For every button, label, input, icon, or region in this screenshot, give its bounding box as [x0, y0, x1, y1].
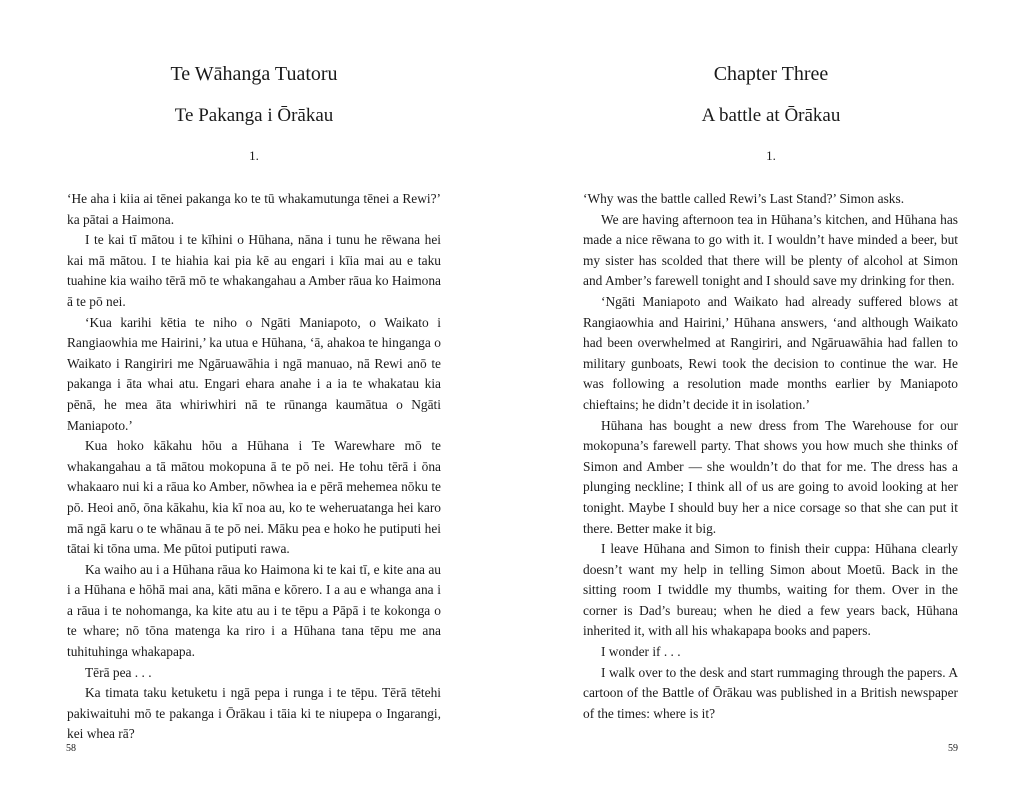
paragraph: I te kai tī mātou i te kīhini o Hūhana, nāna i tunu he rēwana hei kai mā mātou. I te hiahia kai pia kē au engari i kīia mai au e taku tuahine kia waiho tērā mō te whakangahau a Amber rāua ko Haimona ā te pō nei.: [67, 232, 441, 309]
paragraph: Tērā pea . . .: [85, 664, 152, 680]
section-title: A battle at Ōrākau: [701, 105, 841, 126]
section-number: 1.: [249, 148, 259, 163]
paragraph: Kua hoko kākahu hōu a Hūhana i Te Warewhare mō te whakangahau a tā mātou mokopuna ā te pō nei. He tohu tērā i ōna whakaaro nui ki a rāua ko Amber, nōwhea ia e pērā mehemea nōku te pō. Heoi anō, ōna kākahu, kia kī noa au, ko te weheruatanga hei karo mā ngā karu o te whānau ā te pō nei. Māku pea e hoko he putiputi hei tātai ki tōna uma. Me pūtoi putiputi rawa.: [67, 438, 441, 557]
paragraph: We are having afternoon tea in Hūhana’s kitchen, and Hūhana has made a nice rēwana to go with it. I wouldn’t have minded a beer, but my sister has scolded that there will be plenty of alcohol at Simon and Amber’s farewell tonight and I should save my drinking for then.: [583, 211, 958, 289]
paragraph: I walk over to the desk and start rummaging through the papers. A cartoon of the Battle of Ōrākau was published in a British newspaper of the times: where is it?: [583, 664, 958, 721]
paragraph: ‘Why was the battle called Rewi’s Last Stand?’ Simon asks.: [583, 191, 905, 206]
chapter-title: Te Wāhanga Tuatoru: [170, 63, 338, 85]
paragraph: ‘Ngāti Maniapoto and Waikato had already suffered blows at Rangiaowhia and Hairini,’ Hūhana answers, ‘and although Waikato had been overwhelmed at Rangiriri, and Ngāruawāhia had fallen to military gunboats, Rewi took the decision to continue the war. He was following a resolution made months earlier by Maniapoto chieftains; he didn’t decide it in isolation.’: [583, 293, 958, 412]
paragraph: Ka waiho au i a Hūhana rāua ko Haimona ki te kai tī, e kite ana au i a Hūhana e hōhā mai ana, kāti māna e kōrero. I a au e whanga ana i a rāua i te nohomanga, ka kite atu au i te tēpu a Pāpā i te kokonga o te whare; nō tōna matenga ka riro i a Hūhana tana tēpu me ana tuhituhinga whakapapa.: [67, 561, 441, 660]
page-number: 59: [948, 743, 958, 754]
paragraph: ‘He aha i kiia ai tēnei pakanga ko te tū whakamutunga tēnei a Rewi?’ ka pātai a Haimona.: [67, 191, 441, 227]
section-title: Te Pakanga i Ōrākau: [174, 105, 334, 126]
chapter-title: Chapter Three: [713, 63, 829, 85]
paragraph: Hūhana has bought a new dress from The Warehouse for our mokopuna’s farewell party. That shows you how much she thinks of Simon and Amber — she wouldn’t do that for me. The dress has a plunging neckline; I think all of us are going to avoid looking at her tonight. Maybe I should buy her a nice corsage so that she can put it there. Better make it big.: [583, 417, 958, 536]
paragraph: Ka timata taku ketuketu i ngā pepa i runga i te tēpu. Tērā tētehi pakiwaituhi mō te pakanga i Ōrākau i tāia ki te niupepa o Ingarangi, kei whea rā?: [67, 685, 441, 742]
paragraph: I wonder if . . .: [601, 644, 681, 660]
paragraph: ‘Kua karihi kētia te niho o Ngāti Maniapoto, o Waikato i Rangiaowhia me Hairini,’ ka utua e Hūhana, ‘ā, ahakoa te hinganga o Waikato i Rangiriri me Ngāruawāhia i ngā manuao, nā Rewi anō te pakanga i āta whai atu. Engari ehara anahe i a ia te whakatau kia pēnā, he mea āta whiriwhiri nā te rūnanga kaumātua o Ngāti Maniapoto.’: [67, 314, 441, 433]
body-text: [583, 189, 958, 724]
section-number: 1.: [766, 148, 776, 163]
right-page: [512, 0, 1024, 786]
body-text: [67, 189, 441, 745]
page-number: 58: [66, 743, 76, 754]
paragraph: I leave Hūhana and Simon to finish their cuppa: Hūhana clearly doesn’t want my help in telling Simon about Moetū. Back in the sitting room I twiddle my thumbs, waiting for them. Over in the corner is Dad’s bureau; when he died a few years back, Hūhana inherited it, with all his whakapapa books and papers.: [583, 541, 958, 639]
